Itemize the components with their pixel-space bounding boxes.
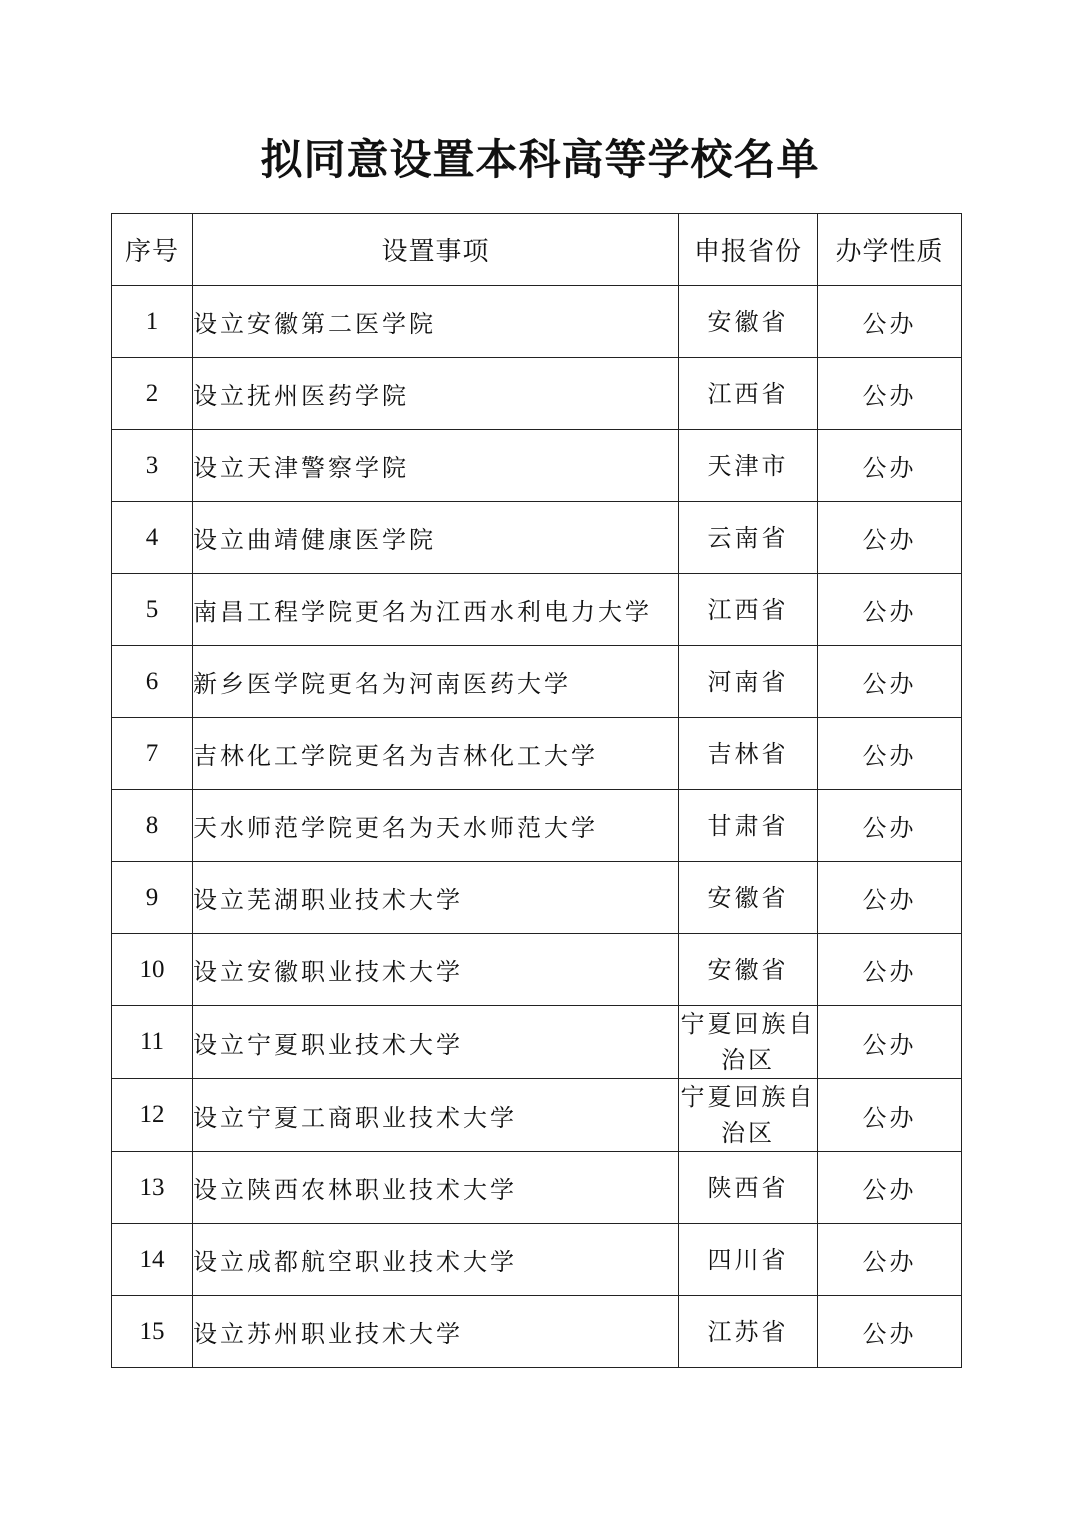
table-row (112, 358, 962, 430)
cell-nature: 公办 (818, 1296, 962, 1368)
table-row (112, 1152, 962, 1224)
cell-nature: 公办 (818, 574, 962, 646)
cell-item: 设立安徽职业技术大学 (193, 934, 679, 1006)
cell-index: 10 (112, 934, 193, 1006)
table-row (112, 934, 962, 1006)
school-list-table (111, 213, 962, 1368)
table-header-row (112, 214, 962, 286)
cell-province: 宁夏回族自治区 (679, 1006, 818, 1079)
table-row (112, 1224, 962, 1296)
cell-index: 5 (112, 574, 193, 646)
cell-item: 天水师范学院更名为天水师范大学 (193, 790, 679, 862)
table-row (112, 1006, 962, 1079)
cell-index: 4 (112, 502, 193, 574)
cell-item: 设立宁夏工商职业技术大学 (193, 1079, 679, 1152)
table-body (112, 286, 962, 1368)
cell-index: 1 (112, 286, 193, 358)
table-row (112, 574, 962, 646)
cell-nature: 公办 (818, 862, 962, 934)
cell-item: 设立抚州医药学院 (193, 358, 679, 430)
table-row (112, 718, 962, 790)
cell-item: 设立陕西农林职业技术大学 (193, 1152, 679, 1224)
cell-item: 南昌工程学院更名为江西水利电力大学 (193, 574, 679, 646)
cell-province: 江西省 (679, 574, 818, 646)
cell-province: 宁夏回族自治区 (679, 1079, 818, 1152)
cell-item: 设立曲靖健康医学院 (193, 502, 679, 574)
cell-item: 吉林化工学院更名为吉林化工大学 (193, 718, 679, 790)
cell-index: 12 (112, 1079, 193, 1152)
cell-nature: 公办 (818, 1006, 962, 1079)
table-row (112, 646, 962, 718)
cell-province: 吉林省 (679, 718, 818, 790)
cell-index: 13 (112, 1152, 193, 1224)
header-item: 设置事项 (193, 214, 679, 286)
table-row (112, 790, 962, 862)
cell-item: 设立成都航空职业技术大学 (193, 1224, 679, 1296)
cell-province: 甘肃省 (679, 790, 818, 862)
cell-nature: 公办 (818, 1152, 962, 1224)
cell-nature: 公办 (818, 430, 962, 502)
cell-province: 江苏省 (679, 1296, 818, 1368)
cell-item: 设立安徽第二医学院 (193, 286, 679, 358)
page-title: 拟同意设置本科高等学校名单 (260, 135, 820, 184)
cell-province: 安徽省 (679, 934, 818, 1006)
header-nature: 办学性质 (818, 214, 962, 286)
cell-province: 安徽省 (679, 862, 818, 934)
table-row (112, 286, 962, 358)
cell-nature: 公办 (818, 718, 962, 790)
cell-province: 天津市 (679, 430, 818, 502)
cell-province: 陕西省 (679, 1152, 818, 1224)
table-row (112, 862, 962, 934)
cell-province: 江西省 (679, 358, 818, 430)
table-row (112, 502, 962, 574)
cell-nature: 公办 (818, 1224, 962, 1296)
cell-nature: 公办 (818, 934, 962, 1006)
cell-index: 14 (112, 1224, 193, 1296)
cell-index: 11 (112, 1006, 193, 1079)
cell-index: 9 (112, 862, 193, 934)
cell-item: 设立天津警察学院 (193, 430, 679, 502)
cell-item: 设立苏州职业技术大学 (193, 1296, 679, 1368)
header-province: 申报省份 (679, 214, 818, 286)
cell-province: 四川省 (679, 1224, 818, 1296)
cell-index: 3 (112, 430, 193, 502)
cell-item: 新乡医学院更名为河南医药大学 (193, 646, 679, 718)
cell-province: 河南省 (679, 646, 818, 718)
table-row (112, 1079, 962, 1152)
cell-nature: 公办 (818, 286, 962, 358)
table-row (112, 1296, 962, 1368)
cell-index: 6 (112, 646, 193, 718)
cell-nature: 公办 (818, 790, 962, 862)
table-row (112, 430, 962, 502)
cell-index: 2 (112, 358, 193, 430)
cell-index: 8 (112, 790, 193, 862)
cell-item: 设立芜湖职业技术大学 (193, 862, 679, 934)
cell-nature: 公办 (818, 502, 962, 574)
cell-item: 设立宁夏职业技术大学 (193, 1006, 679, 1079)
header-index: 序号 (112, 214, 193, 286)
cell-nature: 公办 (818, 646, 962, 718)
cell-index: 15 (112, 1296, 193, 1368)
cell-index: 7 (112, 718, 193, 790)
cell-province: 安徽省 (679, 286, 818, 358)
cell-province: 云南省 (679, 502, 818, 574)
cell-nature: 公办 (818, 1079, 962, 1152)
cell-nature: 公办 (818, 358, 962, 430)
